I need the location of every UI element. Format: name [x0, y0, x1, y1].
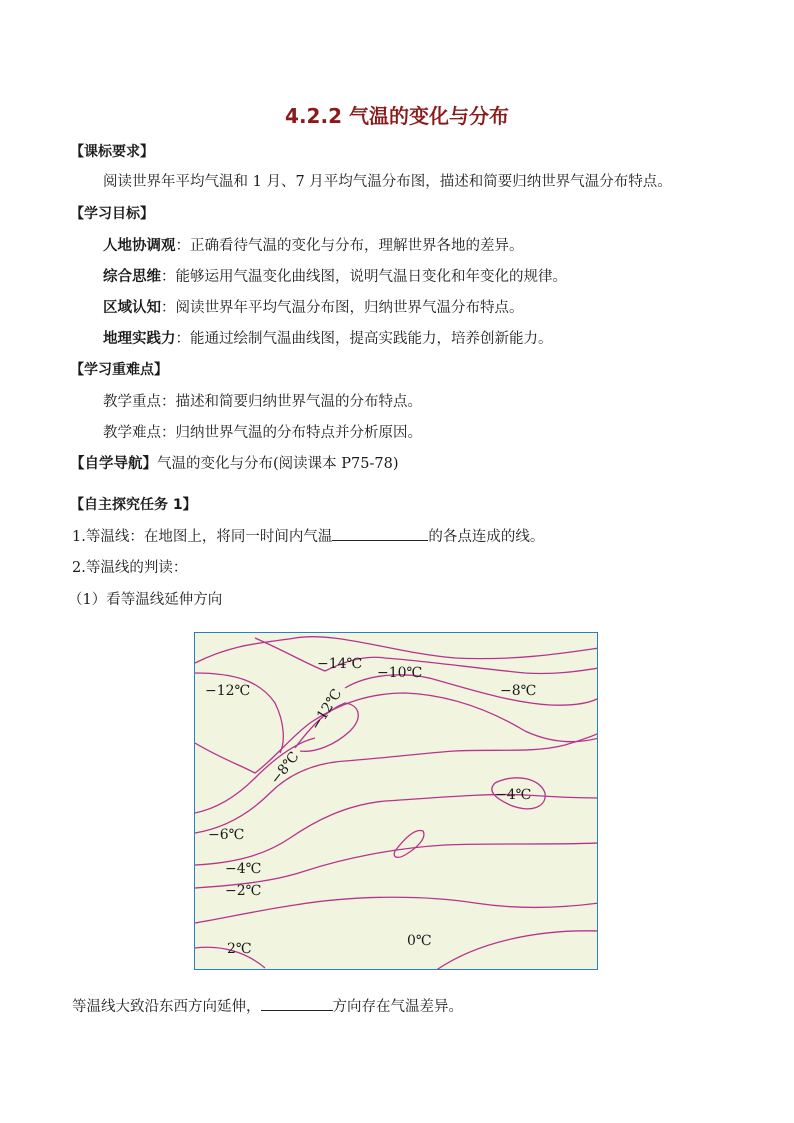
isotherm-small-loop — [394, 830, 424, 857]
label-m10: −10℃ — [377, 665, 423, 681]
task1-q1 — [72, 526, 544, 547]
task1-q2-sub: （1）看等温线延伸方向 — [68, 592, 223, 608]
task1-q2: 2.等温线的判读： — [72, 560, 188, 576]
goal-item-4 — [103, 329, 553, 349]
label-m12b: −12℃ — [307, 686, 346, 734]
curriculum-text: 阅读世界年平均气温和 1 月、7 月平均气温分布图，描述和简要归纳世界气温分布特点。 — [103, 174, 672, 190]
goal-label: 区域认知 — [103, 300, 161, 316]
caption-blank[interactable] — [261, 996, 333, 1011]
label-p2: 2℃ — [227, 941, 252, 957]
goals-heading: 【学习目标】 — [70, 206, 154, 222]
label-0: 0℃ — [407, 933, 432, 949]
isotherm-0 — [195, 897, 598, 923]
goal-item-1 — [103, 236, 524, 256]
caption-after: 方向存在气温差异。 — [332, 999, 463, 1015]
task1-heading: 【自主探究任务 1】 — [70, 497, 197, 513]
isotherm-bottom — [435, 931, 598, 970]
isotherm-m4 — [195, 795, 598, 865]
goal-label: 综合思维 — [103, 269, 161, 285]
goal-text: ：能够运用气温变化曲线图，说明气温日变化和年变化的规律。 — [161, 269, 567, 285]
guide-text: 气温的变化与分布(阅读课本 P75-78) — [157, 456, 399, 472]
guide-line — [70, 454, 398, 474]
goal-label: 地理实践力 — [103, 331, 176, 347]
isotherm-m14 — [255, 638, 598, 674]
q1-before: 1.等温线：在地图上，将同一时间内气温 — [72, 529, 333, 545]
guide-heading: 【自学导航】 — [70, 456, 157, 472]
caption-before: 等温线大致沿东西方向延伸， — [72, 999, 261, 1015]
goal-item-3 — [103, 298, 524, 318]
label-m8b: −8℃ — [267, 748, 303, 788]
goal-item-2 — [103, 267, 567, 287]
goal-text: ：正确看待气温的变化与分布，理解世界各地的差异。 — [175, 238, 524, 254]
q1-blank[interactable] — [332, 526, 428, 541]
label-m6: −6℃ — [208, 827, 245, 843]
map-caption — [72, 996, 463, 1017]
key-points-heading: 【学习重难点】 — [70, 362, 168, 378]
label-m4b: −4℃ — [225, 861, 262, 877]
goal-text: ：能通过绘制气温曲线图，提高实践能力，培养创新能力。 — [175, 331, 553, 347]
label-m8a: −8℃ — [500, 683, 537, 699]
q1-after: 的各点连成的线。 — [428, 529, 545, 545]
isotherm-map — [194, 632, 598, 970]
isotherm-map-svg — [195, 633, 598, 970]
page-title: 4.2.2 气温的变化与分布 — [285, 104, 509, 128]
isotherm-m8-low — [195, 738, 315, 813]
key-point-2: 教学难点：归纳世界气温的分布特点并分析原因。 — [103, 425, 422, 441]
isotherm-m8 — [195, 693, 598, 773]
goal-label: 人地协调观 — [103, 238, 176, 254]
label-m12a: −12℃ — [205, 683, 251, 699]
curriculum-heading: 【课标要求】 — [70, 144, 154, 160]
key-point-1: 教学重点：描述和简要归纳世界气温的分布特点。 — [103, 394, 422, 410]
goal-text: ：阅读世界年平均气温分布图，归纳世界气温分布特点。 — [161, 300, 524, 316]
label-m4a: −4℃ — [495, 787, 532, 803]
label-m2: −2℃ — [225, 883, 262, 899]
label-m14: −14℃ — [317, 656, 363, 672]
